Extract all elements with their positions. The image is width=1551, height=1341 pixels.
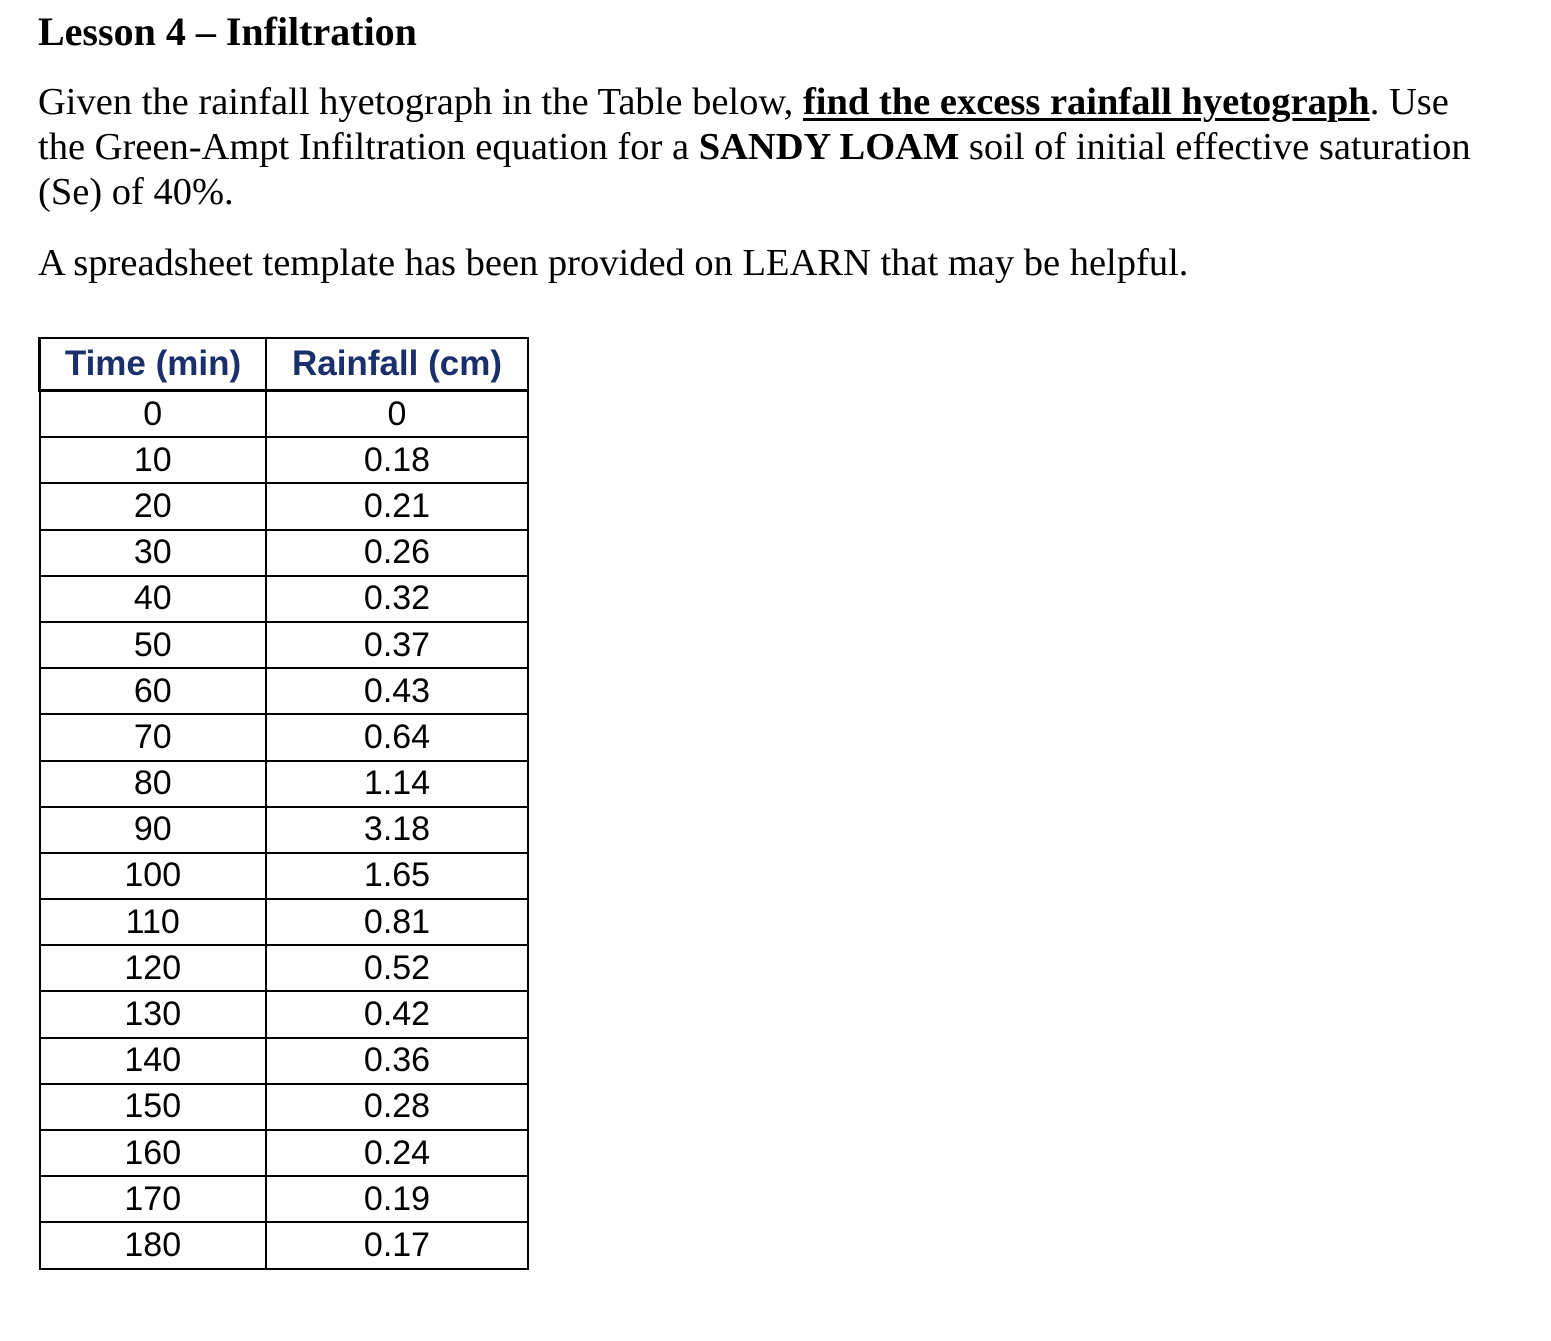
time-cell: 30 xyxy=(40,530,267,576)
header-time: Time (min) xyxy=(40,338,267,391)
time-cell: 120 xyxy=(40,945,267,991)
header-rainfall: Rainfall (cm) xyxy=(266,338,528,391)
table-row xyxy=(40,945,529,991)
instructions-line-2 xyxy=(38,125,1538,170)
rainfall-cell: 0.81 xyxy=(266,899,528,945)
rainfall-cell: 0.17 xyxy=(266,1222,528,1268)
rainfall-cell: 1.14 xyxy=(266,761,528,807)
rainfall-table xyxy=(38,337,529,1270)
time-cell: 10 xyxy=(40,437,267,483)
table-row xyxy=(40,1222,529,1268)
template-note: A spreadsheet template has been provided on LEARN that may be helpful. xyxy=(38,242,1189,284)
table-row xyxy=(40,853,529,899)
rainfall-cell: 0.24 xyxy=(266,1130,528,1176)
rainfall-cell: 0.43 xyxy=(266,668,528,714)
time-cell: 110 xyxy=(40,899,267,945)
rainfall-cell: 3.18 xyxy=(266,807,528,853)
time-cell: 90 xyxy=(40,807,267,853)
time-cell: 20 xyxy=(40,483,267,529)
table-row xyxy=(40,576,529,622)
table-row xyxy=(40,991,529,1037)
instructions-text: the Green-Ampt Infiltration equation for a xyxy=(38,126,699,168)
table-row xyxy=(40,1176,529,1222)
table-body xyxy=(40,391,529,1269)
time-cell: 100 xyxy=(40,853,267,899)
table-row xyxy=(40,483,529,529)
rainfall-cell: 1.65 xyxy=(266,853,528,899)
table-row xyxy=(40,391,529,438)
table-header-row xyxy=(40,338,529,391)
rainfall-cell: 0.32 xyxy=(266,576,528,622)
instructions-line-1 xyxy=(38,80,1538,125)
table-row xyxy=(40,1130,529,1176)
time-cell: 170 xyxy=(40,1176,267,1222)
table-row xyxy=(40,714,529,760)
table-row xyxy=(40,530,529,576)
time-cell: 180 xyxy=(40,1222,267,1268)
rainfall-cell: 0.42 xyxy=(266,991,528,1037)
rainfall-cell: 0.19 xyxy=(266,1176,528,1222)
table-row xyxy=(40,899,529,945)
instructions-paragraph xyxy=(38,80,1538,215)
table-row xyxy=(40,668,529,714)
instructions-text: soil of initial effective saturation xyxy=(959,126,1471,168)
task-emphasis: find the excess rainfall hyetograph xyxy=(802,81,1370,123)
table-row xyxy=(40,1084,529,1130)
time-cell: 70 xyxy=(40,714,267,760)
time-cell: 80 xyxy=(40,761,267,807)
rainfall-cell: 0.64 xyxy=(266,714,528,760)
table-row xyxy=(40,761,529,807)
rainfall-cell: 0.37 xyxy=(266,622,528,668)
time-cell: 50 xyxy=(40,622,267,668)
instructions-line-3: (Se) of 40%. xyxy=(38,171,234,213)
time-cell: 140 xyxy=(40,1038,267,1084)
rainfall-cell: 0.36 xyxy=(266,1038,528,1084)
rainfall-cell: 0.28 xyxy=(266,1084,528,1130)
table-row xyxy=(40,622,529,668)
rainfall-cell: 0.21 xyxy=(266,483,528,529)
table-row xyxy=(40,1038,529,1084)
time-cell: 0 xyxy=(40,391,267,438)
instructions-text: . Use xyxy=(1369,81,1449,123)
table-row xyxy=(40,437,529,483)
rainfall-cell: 0.52 xyxy=(266,945,528,991)
instructions-text: Given the rainfall hyetograph in the Table below, xyxy=(38,81,803,123)
rainfall-cell: 0 xyxy=(266,391,528,438)
time-cell: 160 xyxy=(40,1130,267,1176)
table-row xyxy=(40,807,529,853)
time-cell: 130 xyxy=(40,991,267,1037)
page-title: Lesson 4 – Infiltration xyxy=(38,9,417,54)
time-cell: 150 xyxy=(40,1084,267,1130)
time-cell: 40 xyxy=(40,576,267,622)
rainfall-cell: 0.26 xyxy=(266,530,528,576)
soil-type-emphasis: SANDY LOAM xyxy=(698,126,960,168)
rainfall-cell: 0.18 xyxy=(266,437,528,483)
time-cell: 60 xyxy=(40,668,267,714)
